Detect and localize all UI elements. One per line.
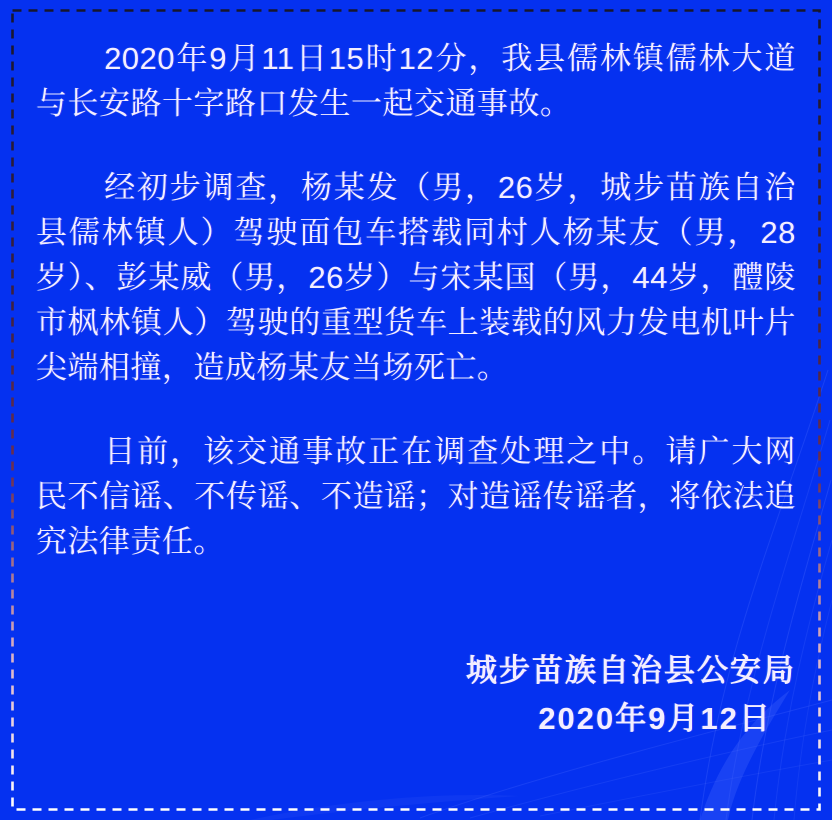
- notice-paragraph-investigation: 经初步调查，杨某发（男，26岁，城步苗族自治县儒林镇人）驾驶面包车搭载同村人杨某友（男，28岁）、彭某威（男，26岁）与宋某国（男，44岁，醴陵市枫林镇人）驾驶的重型货车上装载的风力发电机叶片尖端相撞，造成杨某友当场死亡。: [36, 170, 796, 385]
- issuer-signature: 城步苗族自治县公安局: [466, 653, 796, 688]
- notice-content: [36, 36, 796, 742]
- notice-paragraph-warning: 目前，该交通事故正在调查处理之中。请广大网民不信谣、不传谣、不造谣；对造谣传谣者，将依法追究法律责任。: [36, 434, 796, 559]
- notice-paragraph-incident: 2020年9月11日15时12分，我县儒林镇儒林大道与长安路十字路口发生一起交通事故。: [36, 41, 796, 121]
- issue-date: 2020年9月12日: [538, 701, 772, 736]
